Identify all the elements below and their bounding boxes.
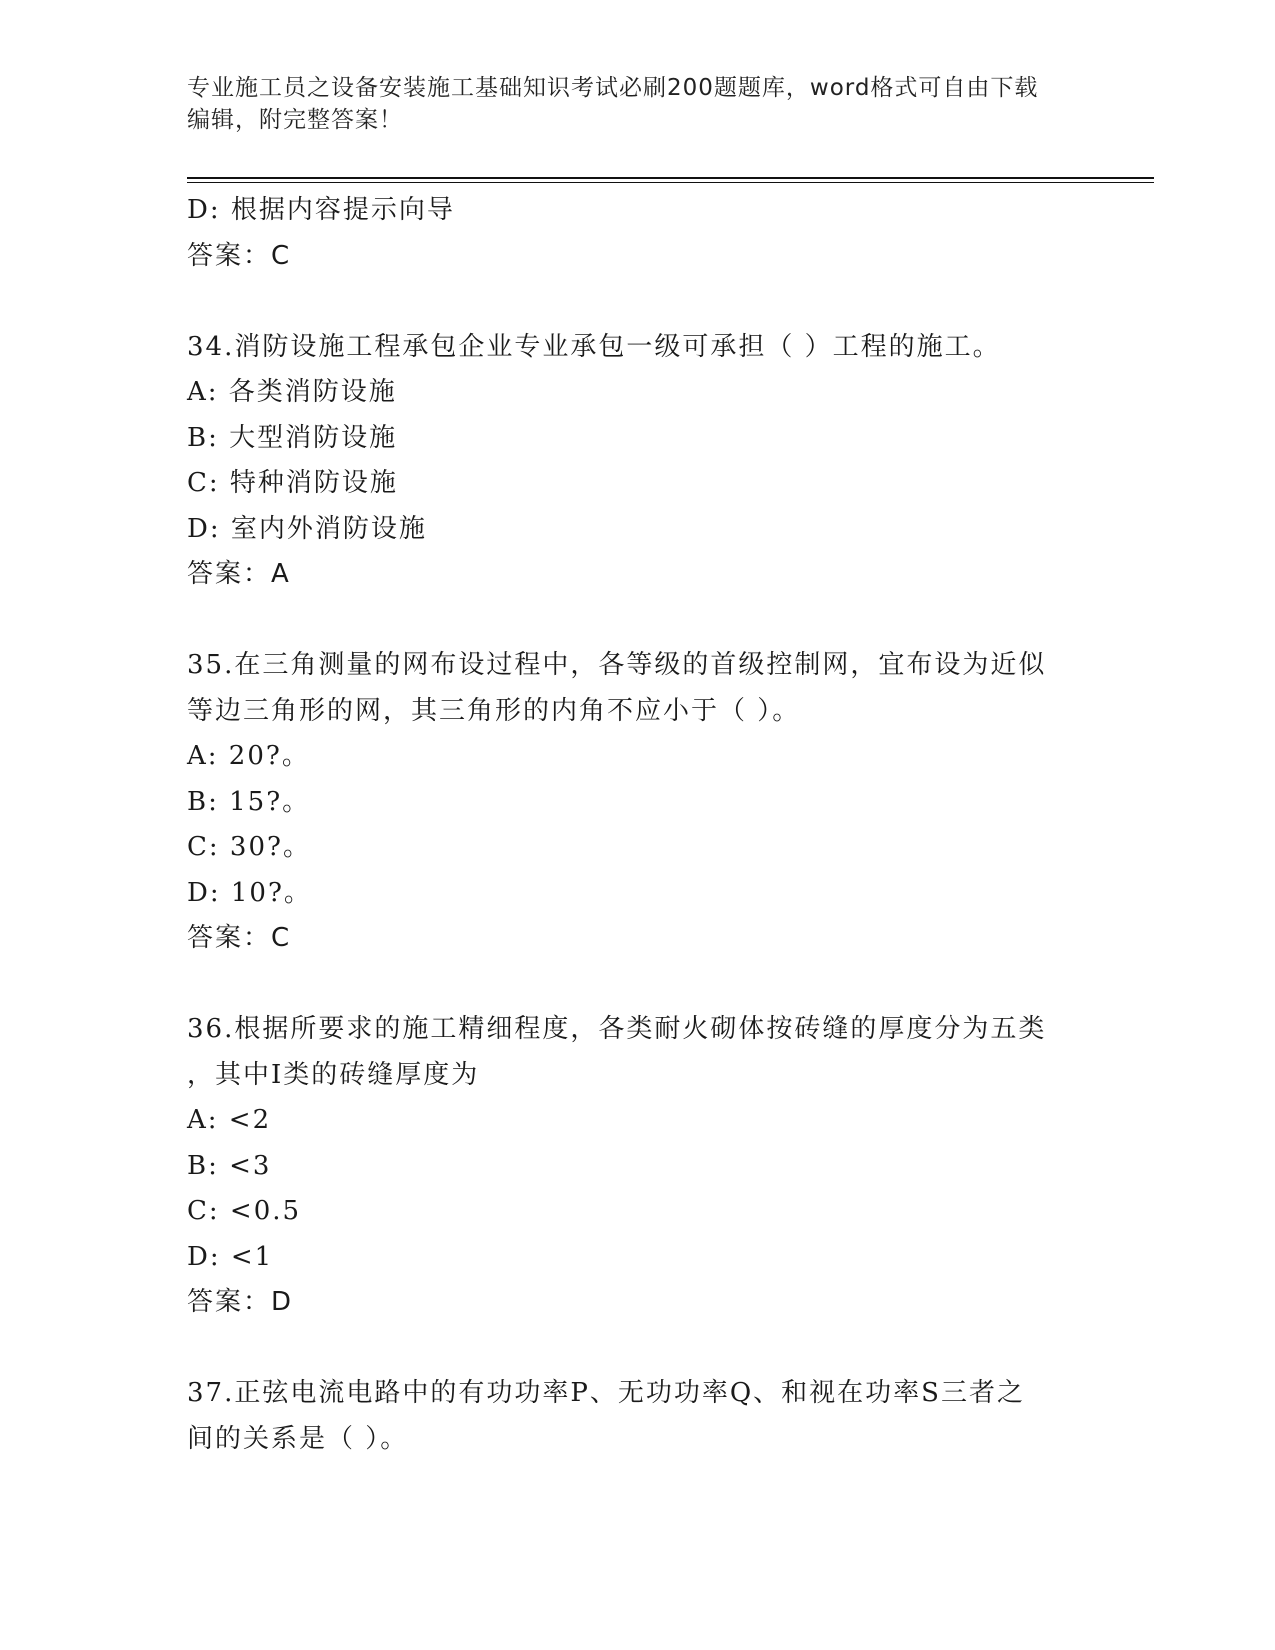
option-a: A: <2 [187,1105,272,1135]
question-text: 34.消防设施工程承包企业专业承包一级可承担（ ）工程的施工。 [187,331,1001,362]
question-text: 37.正弦电流电路中的有功功率P、无功功率Q、和视在功率S三者之 [187,1378,1025,1408]
question-34 [187,325,1087,598]
question-35 [187,643,1087,962]
option-a: A: 20?。 [187,741,310,771]
question-36 [187,1007,1087,1326]
header-rule-thick [187,177,1154,179]
question-text-continued: ，其中Ⅰ类的砖缝厚度为 [187,1059,480,1090]
option-d: D: <1 [187,1241,274,1272]
option-d: D: 室内外消防设施 [187,513,427,544]
option-b: B: 大型消防设施 [187,422,398,453]
answer: 答案：A [187,559,291,589]
question-text: 35.在三角测量的网布设过程中，各等级的首级控制网，宜布设为近似 [187,650,1047,680]
option-c: C: 特种消防设施 [187,468,398,498]
option-a: A: 各类消防设施 [187,377,397,407]
option-c: C: <0.5 [187,1196,302,1226]
option-b: B: 15?。 [187,786,311,817]
header-title-line-1: 专业施工员之设备安装施工基础知识考试必刷200题题库，word格式可自由下载 [187,75,1039,101]
question-37 [187,1371,1087,1462]
option-d: D: 10?。 [187,877,312,908]
prev-answer: 答案：C [187,240,292,271]
document-header [187,72,1067,136]
option-b: B: <3 [187,1150,272,1181]
prev-option-d: D: 根据内容提示向导 [187,195,455,225]
option-c: C: 30?。 [187,832,311,862]
question-list [187,188,1087,1462]
answer: 答案：C [187,923,292,953]
header-title-line-2: 编辑，附完整答案！ [187,107,403,133]
question-text: 36.根据所要求的施工精细程度，各类耐火砌体按砖缝的厚度分为五类 [187,1014,1047,1044]
question-text-continued: 等边三角形的网，其三角形的内角不应小于（ ）。 [187,695,801,726]
question-text-continued: 间的关系是（ ）。 [187,1423,409,1454]
header-rule-thin [187,182,1154,183]
answer: 答案：D [187,1287,294,1317]
